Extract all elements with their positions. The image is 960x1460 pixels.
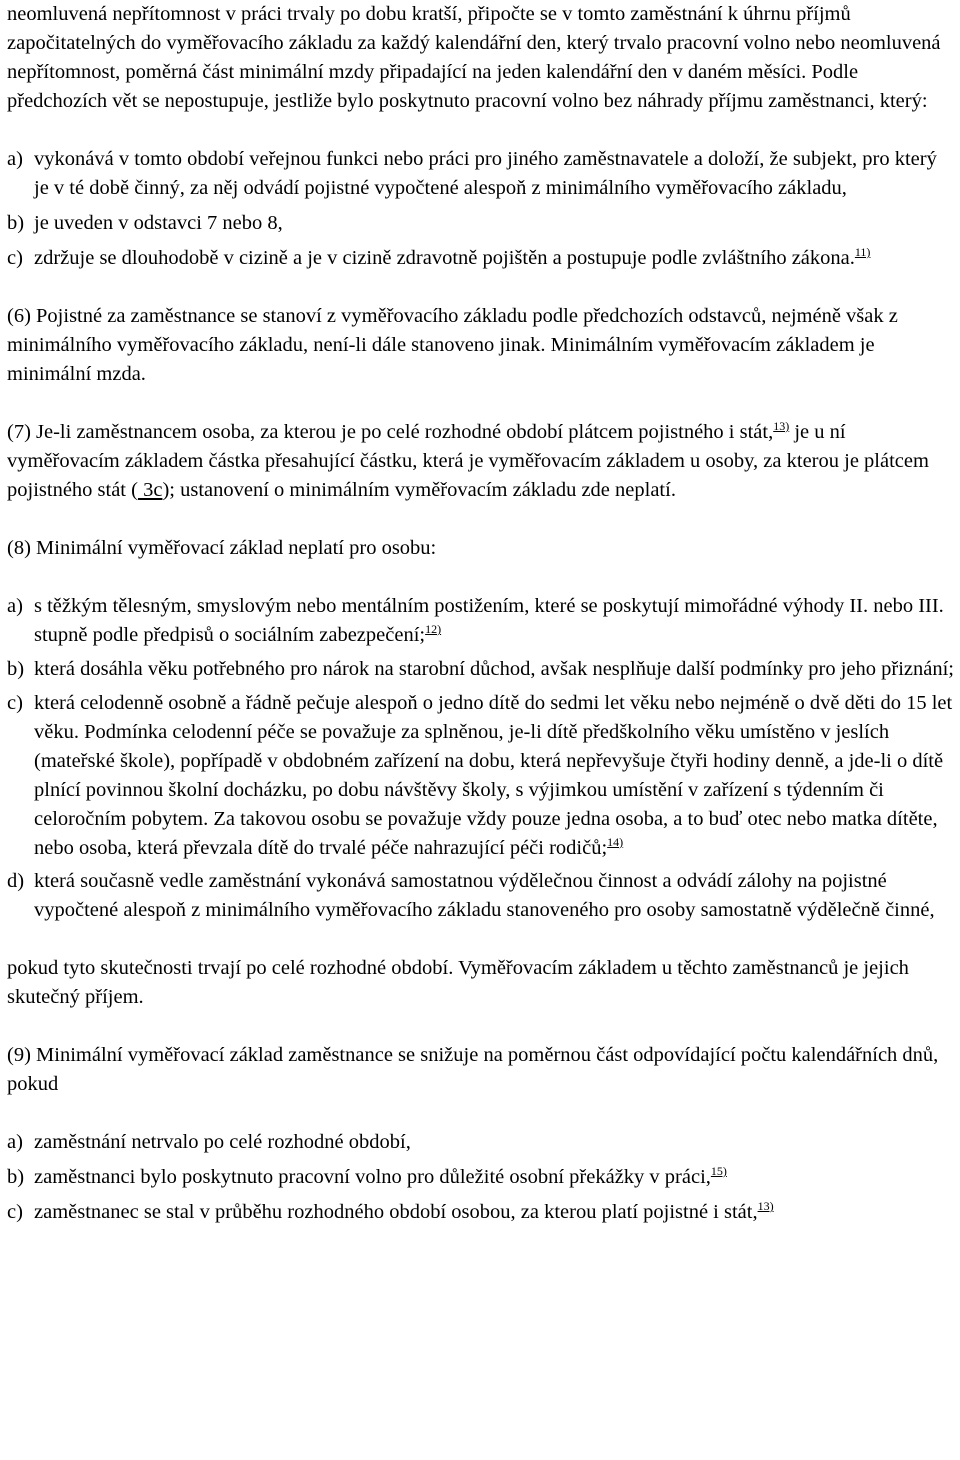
item-label: c) — [7, 692, 23, 714]
list-item — [7, 592, 956, 650]
item-text-wrap — [34, 592, 956, 650]
item-label: c) — [7, 247, 23, 269]
item-text-wrap — [34, 689, 956, 863]
paragraph-8: (8) Minimální vyměřovací základ neplatí pro osobu: — [7, 537, 437, 559]
item-text: která současně vedle zaměstnání vykonává samostatnou výdělečnou činnost a odvádí zálohy na pojistné vypočtené alespoň z minimálního vyměřovacího základu stanoveného pro osoby samostatně výdělečně činné, — [34, 870, 935, 921]
item-text: zaměstnání netrvalo po celé rozhodné období, — [34, 1131, 411, 1153]
footnote-link[interactable]: 13) — [757, 1199, 774, 1213]
item-text-wrap — [34, 244, 956, 273]
item-label: a) — [7, 1131, 23, 1153]
p7-text-2: je u ní vyměřovacím základem částka přesahující částku, která je vyměřovacím základem u osoby, za kterou je plátcem pojistného stát ( — [7, 421, 929, 501]
footnote-link[interactable]: 14) — [607, 835, 624, 849]
item-text-wrap — [34, 1198, 956, 1227]
list-item — [7, 1163, 956, 1192]
item-label: b) — [7, 1166, 25, 1188]
paragraph-8-tail: pokud tyto skutečnosti trvají po celé rozhodné období. Vyměřovacím základem u těchto zaměstnanců je jejich skutečný příjem. — [7, 957, 909, 1008]
intro-paragraph: neomluvená nepřítomnost v práci trvaly po dobu kratší, připočte se v tomto zaměstnání k úhrnu příjmů započitatelných do vyměřovacího základu za každý kalendářní den, který trvalo pracovní volno nebo neomluvená nepřítomnost, poměrná část minimální mzdy připadající na jeden kalendářní den v daném měsíci. Podle předchozích vět se nepostupuje, jestliže bylo poskytnuto pracovní volno bez náhrady příjmu zaměstnanci, který: — [7, 3, 941, 112]
list-item — [7, 244, 956, 273]
item-text: zdržuje se dlouhodobě v cizině a je v cizině zdravotně pojištěn a postupuje podle zvláštního zákona. — [34, 247, 855, 269]
list-item — [7, 145, 956, 203]
list-item — [7, 689, 956, 863]
item-label: a) — [7, 595, 23, 617]
item-text: zaměstnanec se stal v průběhu rozhodného období osobou, za kterou platí pojistné i stát, — [34, 1201, 758, 1223]
item-text-wrap — [34, 1163, 956, 1192]
paragraph-7 — [7, 418, 956, 505]
list-item — [7, 1198, 956, 1227]
item-label: a) — [7, 148, 23, 170]
item-label: c) — [7, 1201, 23, 1223]
item-text: je uveden v odstavci 7 nebo 8, — [34, 212, 283, 234]
item-text: vykonává v tomto období veřejnou funkci nebo práci pro jiného zaměstnavatele a doloží, že subjekt, pro který je v té době činný, za něj odvádí pojistné vypočtené alespoň z minimálního vyměřovacího základu, — [34, 148, 937, 199]
list-item — [7, 1128, 956, 1157]
p7-text-1: (7) Je-li zaměstnancem osoba, za kterou je po celé rozhodné období plátcem pojistného i stát, — [7, 421, 774, 443]
item-label: b) — [7, 212, 25, 234]
paragraph-9: (9) Minimální vyměřovací základ zaměstnance se snižuje na poměrnou část odpovídající počtu kalendářních dnů, pokud — [7, 1044, 939, 1095]
footnote-link[interactable]: 11) — [854, 245, 871, 259]
list-item — [7, 655, 956, 684]
item-text: která dosáhla věku potřebného pro nárok na starobní důchod, avšak nesplňuje další podmínky pro jeho přiznání; — [34, 658, 954, 680]
item-label: b) — [7, 658, 25, 680]
footnote-link[interactable]: 13) — [773, 419, 790, 433]
footnote-link[interactable]: 12) — [425, 622, 442, 636]
item-text: která celodenně osobně a řádně pečuje alespoň o jedno dítě do sedmi let věku nebo nejméně o dvě děti do 15 let věku. Podmínka celodenní péče se považuje za splněnou, je-li dítě předškolního věku umístěno v jeslích (mateřské škole), popřípadě v obdobném zařízení na dobu, která nepřevyšuje čtyři hodiny denně, a jde-li o dítě plnící povinnou školní docházku, po dobu návštěvy školy, s výjimkou umístění v zařízení s týdenním či celoročním pobytem. Za takovou osobu se považuje vždy pouze jedna osoba, a to buď otec nebo matka dítěte, nebo osoba, která převzala dítě do trvalé péče nahrazující péči rodičů; — [34, 692, 953, 859]
list-item — [7, 867, 956, 925]
footnote-link[interactable]: 15) — [710, 1164, 727, 1178]
p7-text-3: ); ustanovení o minimálním vyměřovacím základu zde neplatí. — [162, 479, 676, 501]
list-item — [7, 209, 956, 238]
item-text: zaměstnanci bylo poskytnuto pracovní volno pro důležité osobní překážky v práci, — [34, 1166, 711, 1188]
section-reference-link[interactable]: 3c — [137, 479, 163, 501]
paragraph-6: (6) Pojistné za zaměstnance se stanoví z vyměřovacího základu podle předchozích odstavců, nejméně však z minimálního vyměřovacího základu, není-li dále stanoveno jinak. Minimálním vyměřovacím základem je minimální mzda. — [7, 305, 898, 385]
item-text: s těžkým tělesným, smyslovým nebo mentálním postižením, které se poskytují mimořádné výhody II. nebo III. stupně podle předpisů o sociálním zabezpečení; — [34, 595, 944, 646]
item-label: d) — [7, 870, 25, 892]
